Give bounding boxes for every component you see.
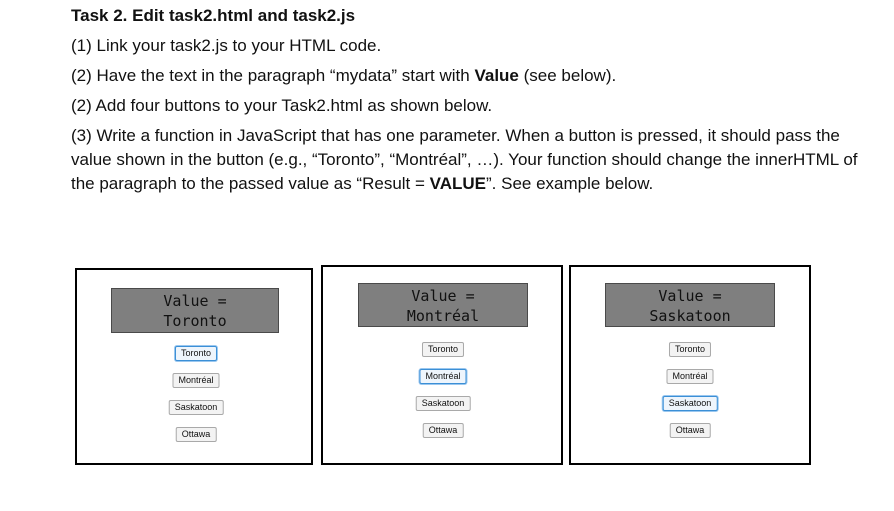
step-4 [71, 124, 861, 196]
result-value: Toronto [163, 312, 227, 330]
result-label: Value = [658, 287, 722, 305]
saskatoon-button[interactable]: Saskatoon [663, 396, 718, 411]
example-panel-toronto [75, 268, 313, 465]
step-4-prefix: (3) Write a function in JavaScript that has one parameter. When a button is pressed, it should pass the value shown in the button (e.g., “Toronto”, “Montréal”, …). Your function should change the innerHTML of the paragraph to the passed value as “Result = [71, 126, 858, 193]
step-1: (1) Link your task2.js to your HTML code. [71, 36, 382, 55]
mydata-paragraph [605, 283, 775, 327]
toronto-button[interactable]: Toronto [422, 342, 464, 357]
step-3: (2) Add four buttons to your Task2.html as shown below. [71, 96, 493, 115]
mydata-paragraph [358, 283, 528, 327]
step-4-suffix: ”. See example below. [486, 174, 654, 193]
toronto-button[interactable]: Toronto [669, 342, 711, 357]
example-panel-montreal [321, 265, 563, 465]
step-2-prefix: (2) Have the text in the paragraph “mydata” start with [71, 66, 475, 85]
example-panel-saskatoon [569, 265, 811, 465]
saskatoon-button[interactable]: Saskatoon [169, 400, 224, 415]
ottawa-button[interactable]: Ottawa [670, 423, 711, 438]
step-2-suffix: (see below). [518, 66, 617, 85]
ottawa-button[interactable]: Ottawa [176, 427, 217, 442]
step-2-bold: Value [474, 66, 519, 85]
result-label: Value = [163, 292, 227, 310]
step-4-bold: VALUE [429, 174, 487, 193]
task-title: Task 2. Edit task2.html and task2.js [71, 6, 356, 25]
example-screenshots [75, 265, 815, 465]
montreal-button[interactable]: Montréal [419, 369, 466, 384]
montreal-button[interactable]: Montréal [172, 373, 219, 388]
result-value: Saskatoon [649, 307, 731, 325]
saskatoon-button[interactable]: Saskatoon [416, 396, 471, 411]
step-2 [71, 64, 861, 88]
mydata-paragraph [111, 288, 279, 333]
task-document [71, 4, 861, 202]
ottawa-button[interactable]: Ottawa [423, 423, 464, 438]
result-label: Value = [411, 287, 475, 305]
result-value: Montréal [406, 307, 480, 325]
montreal-button[interactable]: Montréal [666, 369, 713, 384]
toronto-button[interactable]: Toronto [175, 346, 217, 361]
